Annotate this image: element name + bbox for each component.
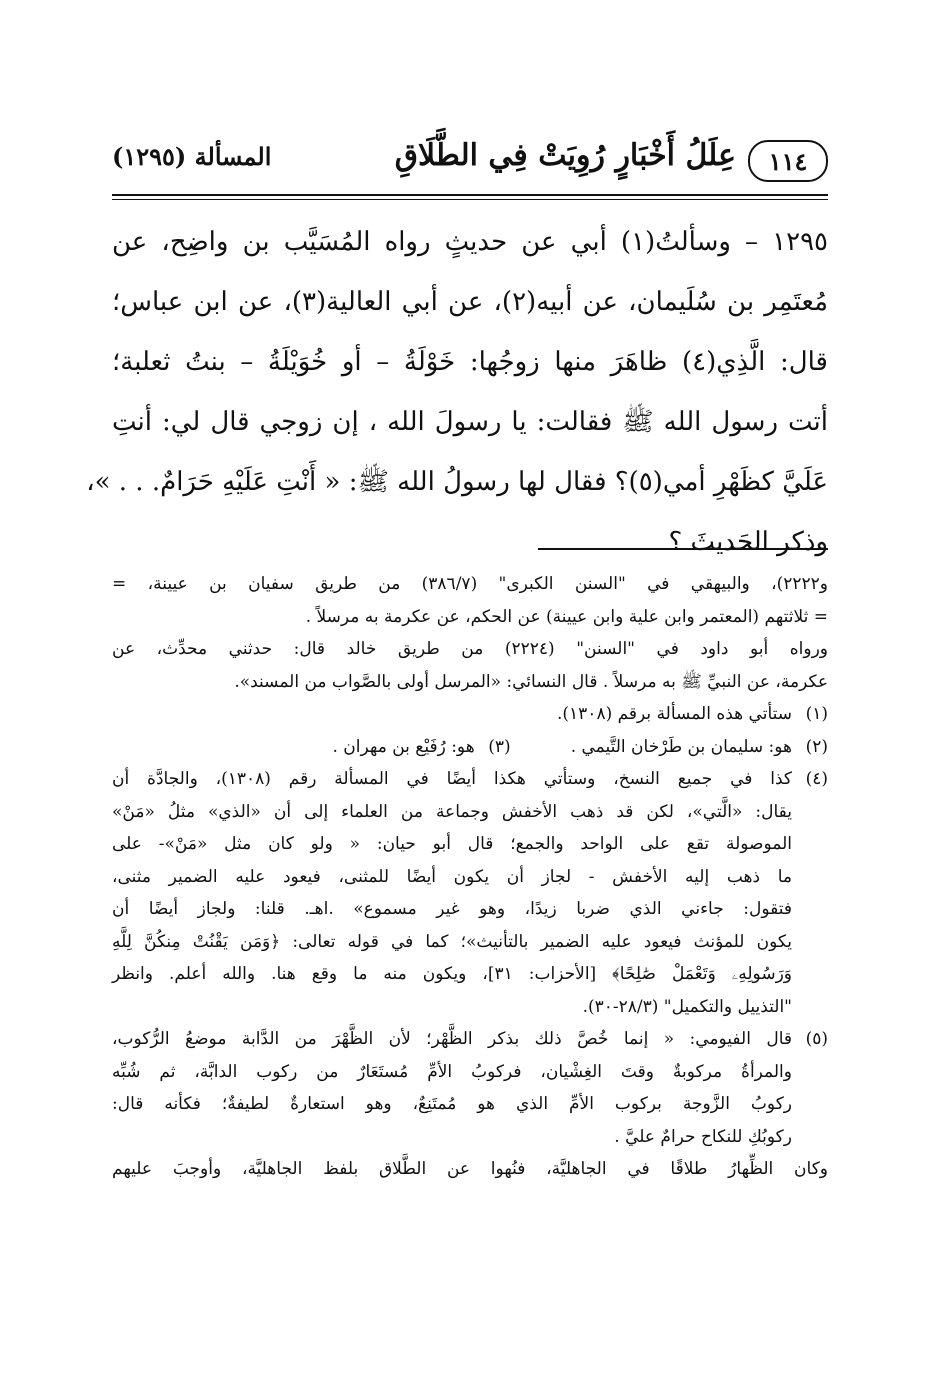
footnote-text: "التذييل والتكميل" (٢٨/٣-٣٠). [582, 996, 792, 1017]
footnote-line [112, 568, 828, 601]
footnote-text: عكرمة، عن النبيِّ ﷺ به مرسلاً . قال النسائي: «المرسل أولى بالصَّواب من المسند». [234, 671, 828, 692]
book-title: عِلَلُ أَخْبَارٍ رُوِيَتْ فِي الطَّلَاقِ [394, 138, 736, 173]
footnote-text: والمرأةُ مركوبةٌ وقتَ الغِشْيان، فركوبُ الأمِّ مُستَعَارٌ من ركوب الدابَّة، ثم شُبِّه [112, 1061, 792, 1082]
main-text-line: قال: الَّذِي(٤) ظاهَرَ منها زوجُها: خَوْلَةُ – أو خُوَيْلَةُ – بنتُ ثعلبة؛ [112, 347, 828, 377]
footnote-line [112, 893, 828, 926]
footnote-line [112, 958, 828, 991]
main-text-line: عَلَيَّ كظَهْرِ أمي(٥)؟ فقال لها رسولُ الله ﷺ: « أَنْتِ عَلَيْهِ حَرَامٌ. . . »، [86, 467, 828, 497]
footnote-line [112, 796, 828, 829]
footnote-line [112, 666, 828, 699]
footnote-line [112, 1121, 828, 1154]
main-text [86, 212, 828, 572]
footnote-text: ركوبُ الزَّوجة بركوب الأمِّ الذي هو مُمتَنِعٌ، وهو استعارةٌ لطيفةٌ؛ فكأنه قال: [112, 1094, 792, 1114]
footnote-separator [538, 548, 828, 550]
header-rule [112, 194, 828, 196]
footnote-line [112, 926, 828, 959]
main-text-line: مُعتَمِر بن سُلَيمان، عن أبيه(٢)، عن أبي العالية(٣)، عن ابن عباس؛ [112, 287, 828, 317]
footnote-line [112, 763, 828, 796]
footnotes [112, 568, 828, 1186]
footnote-text: كذا في جميع النسخ، وستأتي هكذا أيضًا في المسألة رقم (١٣٠٨)، والجادَّة أن [112, 769, 792, 789]
footnote-line [112, 1056, 828, 1089]
footnote-line [112, 601, 828, 634]
footnote-text: وكان الظِّهارُ طلاقًا في الجاهليَّة، فنُهوا عن الطَّلاق بلفظ الجاهليَّة، وأوجبَ عليهم [112, 1159, 828, 1179]
footnote-text: هو: رُفَيْع بن مهران . [332, 736, 475, 757]
page-number: ١١٤ [748, 140, 828, 182]
footnote-line [112, 1153, 828, 1186]
footnote-line [112, 698, 828, 731]
footnote-number: (٥) [805, 1029, 828, 1049]
footnote-text: وَرَسُولِهِۦ وَتَعْمَلْ صَٰلِحًا﴾ [الأحزاب: ٣١]، ويكون منه ما وقع هنا. والله أعلم. وانظر [112, 964, 792, 984]
main-text-line: ١٢٩٥ – وسألتُ(١) أبي عن حديثٍ رواه المُسَيَّب بن واضِح، عن [112, 227, 828, 257]
issue-label: المسألة (١٢٩٥) [112, 142, 272, 171]
footnote-text: ركوبُكِ للنكاح حرامٌ عليَّ . [614, 1126, 792, 1147]
footnote-number: (٣) [488, 736, 511, 757]
footnote-text: هو: سليمان بن طَرْخان التَّيمي . [570, 736, 792, 757]
footnote-line [112, 861, 828, 894]
footnote-text: يقال: «الَّتي»، لكن قد ذهب الأخفش وجماعة من العلماء إلى أن «الذي» مثلُ «مَنْ» [112, 801, 792, 822]
footnote-line [112, 828, 828, 861]
footnote-number: (١) [805, 704, 828, 724]
footnote-text: يكون للمؤنث فيعود عليه الضمير بالتأنيث»؛ كما في قوله تعالى: ﴿وَمَن يَقْنُتْ مِنكُنَّ لِلَّهِ [112, 931, 792, 952]
footnote-text: ورواه أبو داود في "السنن" (٢٢٢٤) من طريق خالد قال: حدثني محدِّث، عن [112, 639, 829, 659]
footnote-number: (٤) [805, 769, 828, 789]
footnote-text: = ثلاثتهم (المعتمر وابن علية وابن عيينة) عن الحكم، عن عكرمة به مرسلاً . [305, 606, 828, 627]
footnote-text: ما ذهب إليه الأخفش - لجاز أن يكون أيضًا للمثنى، فيعود عليه الضمير مثنى، [112, 866, 792, 887]
footnote-number: (٢) [805, 736, 828, 757]
footnote-text: و٢٢٢٢)، والبيهقي في "السنن الكبرى" (٣٨٦/٧) من طريق سفيان بن عيينة، = [112, 574, 828, 594]
footnote-text: ستأتي هذه المسألة برقم (١٣٠٨). [557, 704, 792, 724]
footnote-line [112, 1023, 828, 1056]
footnote-text: فتقول: جاءني الذي ضربا زيدًا، وهو غير مسموع» .اهـ. قلنا: ولجاز أيضًا أن [112, 899, 792, 919]
footnote-text: الموصولة تقع على الواحد والجمع؛ قال أبو حيان: « ولو كان مثل «مَنْ»- على [112, 834, 792, 854]
footnote-line [112, 633, 828, 666]
footnote-line [112, 1088, 828, 1121]
main-text-line: وذكر الحَديثَ ؟ [668, 527, 828, 557]
footnote-text: قال الفيومي: « إنما خُصَّ ذلك بذكر الظَّهْر؛ لأن الظَّهْرَ من الدَّابة موضعُ الرُّكوب، [112, 1029, 792, 1049]
header-rule-thin [112, 199, 828, 200]
footnote-line [112, 731, 828, 764]
main-text-line: أتت رسول الله ﷺ فقالت: يا رسولَ الله ، إن زوجي قال لي: أنتِ [112, 407, 828, 437]
page-header [112, 138, 828, 188]
footnote-line [112, 991, 828, 1024]
